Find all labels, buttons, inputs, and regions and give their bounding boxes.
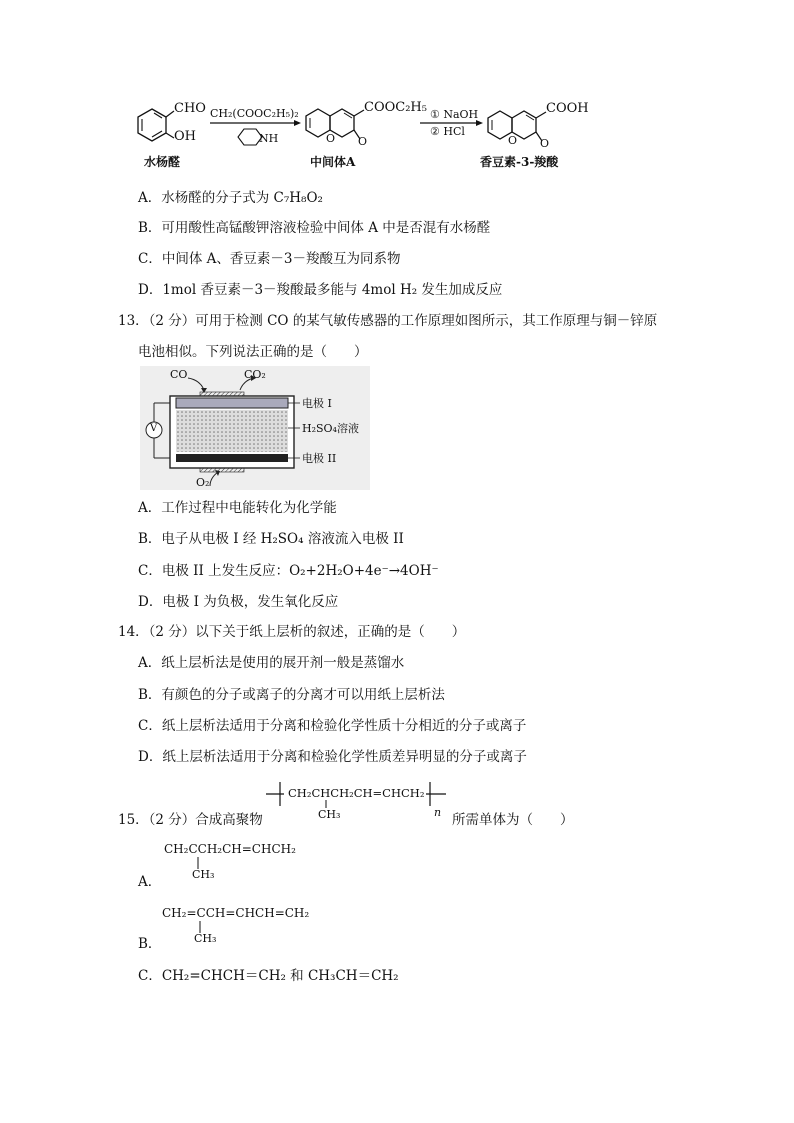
q13-option-d: D．电极 I 为负极，发生氧化反应 [138,594,339,610]
q14-stem: 14．（2 分）以下关于纸上层析的叙述，正确的是（ ） [118,624,466,640]
reactant-oh-label: OH [174,129,196,144]
q15-option-b-chain: CH₂=CCH=CHCH=CH₂ [162,906,310,920]
intermediate-ring-o: O [326,132,336,145]
diagram-co2-label: CO₂ [244,368,266,381]
product-name: 香豆素-3-羧酸 [480,155,559,169]
q12-option-c: C．中间体 A、香豆素－3－羧酸互为同系物 [138,251,401,267]
q15-option-b-structure [160,904,360,948]
q14-option-c: C．纸上层析法适用于分离和检验化学性质十分相近的分子或离子 [138,718,527,734]
intermediate-ester-label: COOC₂H₅ [364,100,427,115]
reactant-name: 水杨醛 [144,155,181,169]
sensor-diagram [140,366,370,490]
reagent2-step1: ① NaOH [430,108,479,121]
q15-stem-suffix: 所需单体为（ ） [452,812,574,828]
polymer-branch: CH₃ [318,808,341,821]
reagent1-label: CH₂(COOC₂H₅)₂ [210,107,299,120]
reagent2-step2: ② HCl [430,125,465,138]
q13-option-c: C．电极 II 上发生反应：O₂+2H₂O+4e⁻→4OH⁻ [138,563,439,579]
q13-option-b: B．电子从电极 I 经 H₂SO₄ 溶液流入电极 II [138,531,404,547]
intermediate-carbonyl-o: O [358,135,368,148]
product-ring-o: O [508,134,518,147]
diagram-electrode2-label: 电极 II [302,452,337,465]
q15-option-a-branch: CH₃ [192,868,215,881]
q15-option-b-label: B． [138,936,162,952]
voltmeter-icon: V [150,423,158,434]
q15-option-c: C．CH₂=CHCH＝CH₂ 和 CH₃CH＝CH₂ [138,968,399,984]
q12-option-b: B．可用酸性高锰酸钾溶液检验中间体 A 中是否混有水杨醛 [138,220,491,236]
product-carbonyl-o: O [540,137,550,150]
product-cooh-label: COOH [546,101,589,116]
q13-stem-line1: 13．（2 分）可用于检测 CO 的某气敏传感器的工作原理如图所示，其工作原理与铜－锌原 [118,313,658,329]
q15-stem-prefix: 15．（2 分）合成高聚物 [118,812,263,828]
piperidine-nh-label: NH [259,132,279,145]
q14-option-d: D．纸上层析法适用于分离和检验化学性质差异明显的分子或离子 [138,749,527,765]
q12-option-a: A．水杨醛的分子式为 C₇H₈O₂ [138,190,323,206]
q15-option-a-structure [160,840,360,884]
polymer-n: n [434,806,442,819]
q13-stem-line2: 电池相似。下列说法正确的是（ ） [138,344,368,360]
q15-option-b-branch: CH₃ [194,932,217,945]
q12-option-d: D．1mol 香豆素－3－羧酸最多能与 4mol H₂ 发生加成反应 [138,282,503,298]
intermediate-name: 中间体A [310,155,356,169]
q14-option-b: B．有颜色的分子或离子的分离才可以用纸上层析法 [138,687,445,703]
polymer-chain: CH₂CHCH₂CH=CHCH₂ [288,786,425,800]
reaction-scheme [130,95,600,175]
diagram-solution-label: H₂SO₄溶液 [302,422,359,435]
q15-option-a-label: A． [138,874,162,890]
diagram-electrode1-label: 电极 I [302,397,332,410]
diagram-o2-label: O₂ [196,476,210,489]
diagram-co-label: CO [170,368,188,381]
polymer-brackets [262,776,462,826]
q13-option-a: A．工作过程中电能转化为化学能 [138,500,337,516]
reactant-cho-label: CHO [174,101,206,116]
q15-option-a-chain: CH₂CCH₂CH=CHCH₂ [164,842,296,856]
q15-polymer-structure [262,776,462,826]
q14-option-a: A．纸上层析法是使用的展开剂一般是蒸馏水 [138,655,405,671]
